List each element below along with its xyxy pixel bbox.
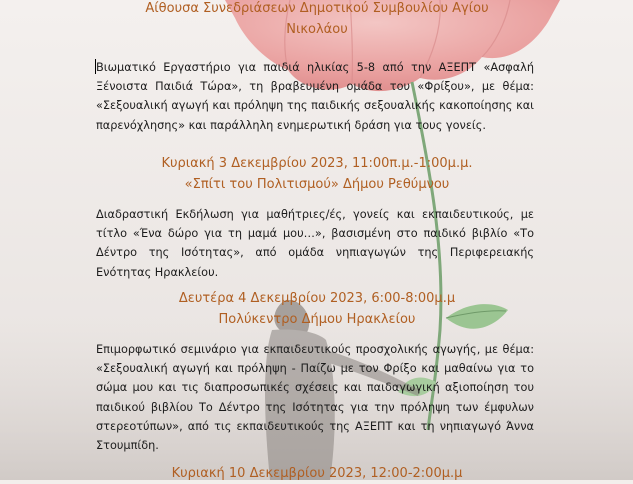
heading-line: Δευτέρα 4 Δεκεμβρίου 2023, 6:00-8:00μ.μ [178,291,456,306]
section-heading-dec4 [90,288,544,330]
heading-line: Κυριακή 3 Δεκεμβρίου 2023, 11:00π.μ.-1:00μ.μ. [161,156,473,171]
section-heading-dec3 [90,153,544,195]
heading-line: Κυριακή 10 Δεκεμβρίου 2023, 12:00-2:00μ.μ [171,466,463,481]
section-body-seminar[interactable]: Επιμορφωτικό σεμινάριο για εκπαιδευτικούς προσχολικής αγωγής, με θέμα: «Σεξουαλική αγωγή και πρόληψη - Παίζω με τον Φρίξο και μαθαίνω για το σώμα μου και τις διαπροσωπικές σχέσεις και παιδαγωγική αξιοποίηση του παιδικού βιβλίου Το Δέντρο της Ισότητας για την πρόληψη των έμφυλων στερεοτύπων», από τις εκπαιδευτικούς της ΑΞΕΠΤ και τη νηπιαγωγό Άννα Στουμπίδη. [96,343,534,453]
heading-line: Αίθουσα Συνεδριάσεων Δημοτικού Συμβουλίου Αγίου [145,1,489,16]
heading-line: Πολύκεντρο Δήμου Ηρακλείου [218,312,416,327]
section-heading-dec10 [90,463,544,484]
heading-line: «Σπίτι του Πολιτισμού» Δήμου Ρεθύμνου [184,177,450,192]
section-body-event[interactable]: Διαδραστική Εκδήλωση για μαθήτριες/ές, γονείς και εκπαιδευτικούς, με τίτλο «Ένα δώρο για τη μαμά μου…», βασισμένη στο παιδικό βιβλίο «Το Δέντρο της Ισότητας», από ομάδα νηπιαγωγών της Περιφερειακής Ενότητας Ηρακλείου. [96,208,534,279]
heading-line: Νικολάου [286,22,348,37]
section-body-workshop[interactable]: Βιωματικό Εργαστήριο για παιδιά ηλικίας 5-8 από την ΑΞΕΠΤ «Ασφαλή Ξένοιστα Παιδιά Τώρα», τη βραβευμένη ομάδα του «Φρίξου», με θέμα: «Σεξουαλική αγωγή και πρόληψη της παιδικής σεξουαλικής κακοποίησης και παρενόχλησης» και παράλληλη ενημερωτική δράση για τους γονείς. [96,61,534,132]
section-heading-venue [90,0,544,40]
